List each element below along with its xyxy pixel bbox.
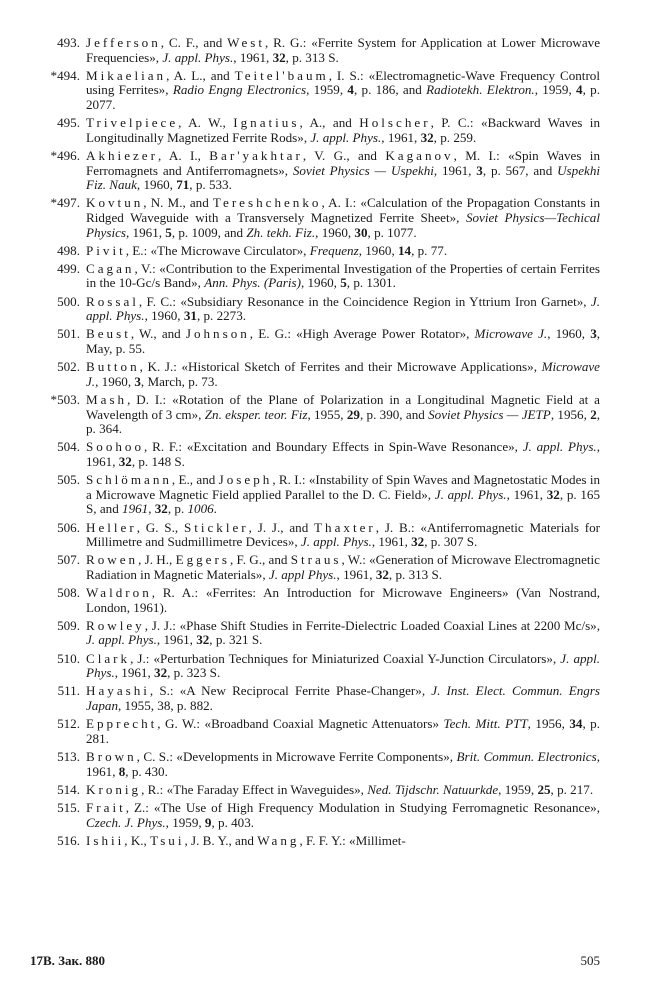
source-title: J. appl. Phys. bbox=[86, 632, 157, 648]
citation-text: , p. 313 S. bbox=[388, 566, 443, 582]
reference-text bbox=[86, 261, 600, 291]
citation-text: , 1961, bbox=[336, 566, 376, 582]
reference-text bbox=[86, 243, 447, 258]
volume-number: 8 bbox=[118, 763, 126, 779]
citation-text: , E.: «The Microwave Circulator», bbox=[125, 242, 310, 258]
citation-text: , V. G., and bbox=[302, 147, 386, 163]
reference-text bbox=[86, 782, 593, 797]
citation-text: , Z.: «The Use of High Frequency Modulation in Studying Ferromagnetic Resonance», bbox=[125, 799, 600, 815]
citation-text: , p. 2273. bbox=[196, 308, 247, 324]
citation-text: , p. 403. bbox=[211, 814, 255, 830]
citation-text: , 1960, bbox=[315, 224, 355, 240]
citation-text: , p. 2077. bbox=[86, 82, 600, 112]
citation-text: , p. 364. bbox=[86, 406, 601, 437]
author-name: Bar'yakhtar bbox=[209, 147, 303, 163]
volume-number: 5 bbox=[340, 275, 347, 291]
reference-entry bbox=[22, 327, 600, 356]
volume-number: 32 bbox=[154, 501, 168, 517]
reference-number: 508. bbox=[57, 585, 80, 601]
source-title: Ann. Phys. (Paris) bbox=[204, 275, 301, 291]
citation-text: , p. 77. bbox=[411, 242, 448, 258]
reference-entry bbox=[22, 473, 600, 517]
citation-text: , R. A.: «Ferrites: An Introduction for Microwave Engineers» (Van Nostrand, London, 1961). bbox=[86, 585, 600, 615]
reference-number: 498. bbox=[57, 242, 80, 258]
citation-text: , p. 165 S, and bbox=[86, 486, 600, 517]
reference-text bbox=[86, 392, 600, 436]
author-name: Beust bbox=[86, 326, 131, 342]
citation-text: , F. F. Y.: «Millimet- bbox=[299, 832, 406, 848]
volume-number: 32 bbox=[375, 566, 389, 582]
source-title: Frequenz bbox=[309, 242, 359, 258]
author-name: Stickler bbox=[183, 519, 249, 535]
source-title: Microwave J. bbox=[474, 326, 548, 342]
author-name: Soohoo bbox=[86, 439, 145, 455]
reference-text bbox=[86, 749, 600, 779]
author-name: Button bbox=[86, 359, 140, 375]
volume-number: 32 bbox=[411, 534, 425, 550]
author-name: West bbox=[227, 35, 266, 50]
citation-text: , 1955, bbox=[307, 406, 347, 422]
reference-number: 510. bbox=[57, 650, 80, 666]
citation-text: , I. S.: «Electromagnetic-Wave Frequency Control using Ferrites», bbox=[86, 67, 600, 98]
citation-text: , 1961, bbox=[114, 665, 155, 681]
source-title: J. appl. Phys. bbox=[86, 293, 600, 324]
reference-entry bbox=[22, 116, 600, 145]
reference-text bbox=[86, 439, 600, 469]
author-name: Wang bbox=[257, 832, 300, 848]
reference-number: 513. bbox=[57, 749, 80, 764]
reference-entry bbox=[22, 69, 600, 113]
reference-number: 495. bbox=[57, 115, 80, 131]
page-footer bbox=[22, 953, 600, 971]
source-title: 1006 bbox=[187, 501, 214, 517]
citation-text: , 1961, bbox=[126, 224, 166, 240]
citation-text: , 1955, 38, p. 882. bbox=[118, 698, 213, 714]
citation-text: , 1956, bbox=[550, 406, 591, 422]
volume-number: 32 bbox=[118, 453, 132, 469]
citation-text: , 1959, bbox=[165, 814, 205, 830]
citation-text: , 1961, bbox=[506, 486, 547, 502]
volume-number: 71 bbox=[176, 177, 190, 193]
citation-text: , 1960, bbox=[144, 308, 184, 324]
citation-text: , 1961, bbox=[86, 749, 600, 779]
reference-text bbox=[86, 651, 600, 681]
author-name: Mash bbox=[86, 392, 128, 407]
citation-text: , p. 533. bbox=[189, 177, 232, 193]
reference-entry bbox=[22, 244, 600, 259]
citation-text: , K., bbox=[124, 832, 151, 848]
author-name: Eggers bbox=[175, 552, 230, 568]
author-name: Frait bbox=[86, 799, 126, 815]
citation-text: , p. 1077. bbox=[367, 224, 417, 240]
citation-text: , A. L., and bbox=[166, 67, 235, 83]
author-name: Ishii bbox=[86, 832, 125, 848]
citation-text: , A. W., bbox=[178, 115, 234, 131]
citation-text: , F. G., and bbox=[229, 552, 291, 568]
reference-entry bbox=[22, 801, 600, 830]
reference-number: 516. bbox=[57, 832, 80, 848]
author-name: Clark bbox=[86, 650, 131, 666]
citation-text: , R. G.: «Ferrite System for Application at Lower Microwave Frequencies», bbox=[86, 35, 601, 65]
reference-number: *494. bbox=[50, 67, 80, 83]
reference-entry bbox=[22, 521, 600, 550]
reference-text bbox=[86, 683, 600, 713]
citation-text: , J.: «Perturbation Techniques for Miniaturized Coaxial Y-Junction Circulators», bbox=[130, 650, 561, 666]
reference-text bbox=[86, 294, 600, 324]
source-title: J. Inst. Elect. Commun. Engrs Japan bbox=[86, 683, 600, 714]
source-title: Soviet Physics — Uspekhi bbox=[292, 162, 434, 178]
citation-text: , 1961, bbox=[381, 129, 421, 145]
citation-text: , J. B.: «Antiferromagnetic Materials for Millimetre and Sudmillimetre Devices», bbox=[86, 519, 600, 550]
citation-text: , R. F.: «Excitation and Boundary Effects in Spin-Wave Resonance», bbox=[144, 439, 523, 455]
volume-number: 32 bbox=[546, 486, 560, 502]
citation-text: , 1961, bbox=[433, 162, 477, 178]
citation-text: . bbox=[213, 501, 217, 517]
source-title: Tech. Mitt. PTT bbox=[443, 716, 528, 732]
citation-text: , 1960, bbox=[95, 373, 135, 389]
reference-text bbox=[86, 800, 600, 830]
reference-text bbox=[86, 115, 600, 145]
citation-text: , W.: «Generation of Microwave Electromagnetic Radiation in Magnetic Materials», bbox=[86, 552, 600, 582]
author-name: Holscher bbox=[359, 115, 431, 131]
volume-number: 2 bbox=[590, 406, 597, 422]
reference-entry bbox=[22, 652, 600, 681]
citation-text: , 1959, bbox=[306, 82, 348, 98]
citation-text: , E. G.: «High Average Power Rotator», bbox=[249, 326, 475, 342]
citation-text: , 1956, bbox=[527, 716, 570, 732]
reference-number: 511. bbox=[57, 683, 80, 699]
citation-text: , C. S.: «Developments in Microwave Ferrite Components», bbox=[136, 749, 457, 764]
reference-number: 507. bbox=[57, 552, 80, 568]
author-name: Tsui bbox=[150, 832, 185, 848]
reference-number: 502. bbox=[57, 359, 80, 375]
reference-entry bbox=[22, 619, 600, 648]
author-name: Jefferson bbox=[86, 35, 161, 50]
reference-entry bbox=[22, 586, 600, 615]
reference-text bbox=[86, 716, 600, 746]
reference-entry bbox=[22, 717, 600, 746]
source-title: Uspekhi Fiz. Nauk bbox=[86, 162, 601, 193]
citation-text: , J. H., bbox=[138, 552, 176, 568]
reference-text bbox=[86, 68, 600, 112]
reference-entry bbox=[22, 834, 600, 849]
source-title: Zh. tekh. Fiz. bbox=[246, 224, 316, 240]
source-title: J. appl. Phys. bbox=[434, 486, 507, 502]
reference-number: 504. bbox=[57, 439, 80, 455]
author-name: Trivelpiece bbox=[86, 115, 179, 131]
volume-number: 25 bbox=[537, 781, 551, 797]
citation-text: , M. I.: «Spin Waves in Ferromagnets and Antiferromagnets», bbox=[86, 147, 600, 178]
citation-text: , R. I.: «Instability of Spin Waves and Magnetostatic Modes in a Microwave Magnetic Field applied Parallel to the D. C. Field», bbox=[86, 472, 601, 502]
citation-text: , p. bbox=[167, 501, 188, 517]
citation-text: , p. 259. bbox=[433, 129, 477, 145]
reference-entry bbox=[22, 440, 600, 469]
citation-text: , S.: «A New Reciprocal Ferrite Phase-Changer», bbox=[149, 683, 432, 699]
source-title: Soviet Physics — JETP bbox=[428, 406, 551, 422]
volume-number: 9 bbox=[204, 814, 212, 830]
citation-text: , 1961, bbox=[156, 632, 197, 648]
author-name: Schlömann bbox=[86, 472, 172, 488]
reference-number: 493. bbox=[57, 35, 80, 50]
citation-text: , 1960, bbox=[136, 177, 177, 193]
citation-text: , p. 430. bbox=[125, 763, 168, 779]
source-title: Ned. Tijdschr. Natuurkde bbox=[367, 781, 499, 797]
author-name: Teitel'baum bbox=[234, 67, 329, 83]
author-name: Ignatius bbox=[233, 115, 300, 131]
author-name: Johnson bbox=[185, 326, 250, 342]
volume-number: 3 bbox=[476, 162, 483, 178]
source-title: Brit. Commun. Electronics bbox=[456, 749, 597, 764]
volume-number: 3 bbox=[590, 326, 597, 342]
citation-text: , p. 1009, and bbox=[171, 224, 247, 240]
volume-number: 34 bbox=[569, 716, 583, 732]
reference-number: 501. bbox=[57, 326, 80, 342]
reference-text bbox=[86, 618, 600, 648]
reference-number: 514. bbox=[57, 781, 80, 797]
citation-text: , D. I.: «Rotation of the Plane of Polarization in a Longitudinal Magnetic Field at a Wavelength of 3 cm», bbox=[86, 392, 600, 422]
author-name: Rossal bbox=[86, 293, 139, 309]
volume-number: 4 bbox=[347, 82, 354, 98]
author-name: Hayashi bbox=[86, 683, 150, 699]
citation-text: , A. I., bbox=[157, 147, 210, 163]
volume-number: 32 bbox=[420, 129, 434, 145]
citation-text: , p. 217. bbox=[550, 781, 594, 797]
source-title: J. appl. Phys. bbox=[310, 129, 382, 145]
reference-entry bbox=[22, 684, 600, 713]
author-name: Kaganov bbox=[385, 147, 454, 163]
reference-text bbox=[86, 359, 600, 389]
citation-text: , p. 313 S. bbox=[285, 49, 339, 65]
reference-entry bbox=[22, 783, 600, 798]
source-title: Zn. eksper. teor. Fiz bbox=[204, 406, 308, 422]
citation-text: , 1959, bbox=[534, 82, 577, 98]
citation-text: , C. F., and bbox=[160, 35, 228, 50]
source-title: J. appl. Phys. bbox=[86, 650, 600, 681]
citation-text: , G. S., bbox=[136, 519, 184, 535]
citation-text: , E., and bbox=[171, 472, 219, 488]
citation-text: , A., and bbox=[299, 115, 360, 131]
citation-text: , 1961, bbox=[371, 534, 412, 550]
reference-text bbox=[86, 148, 600, 192]
citation-text: , p. 148 S. bbox=[131, 453, 185, 469]
reference-entry bbox=[22, 295, 600, 324]
citation-text: , R.: «The Faraday Effect in Waveguides», bbox=[141, 781, 368, 797]
author-name: Pivit bbox=[86, 242, 126, 258]
citation-text: , May, p. 55. bbox=[86, 326, 601, 357]
citation-text: , A. I.: «Calculation of the Propagation Constants in Ridged Waveguide with a Transversely Magnetized Ferrite Sheet», bbox=[86, 195, 600, 225]
reference-number: *503. bbox=[50, 392, 80, 407]
author-name: Rowley bbox=[86, 617, 145, 633]
reference-entry bbox=[22, 553, 600, 582]
citation-text: , p. 323 S. bbox=[167, 665, 221, 681]
reference-text bbox=[86, 195, 600, 239]
citation-text: , G. W.: «Broadband Coaxial Magnetic Attenuators» bbox=[157, 716, 444, 732]
citation-text: , V.: «Contribution to the Experimental Investigation of the Properties of certain Ferrites in the 10-Gc/s Band», bbox=[86, 260, 600, 291]
author-name: Brown bbox=[86, 749, 137, 764]
citation-text: , p. 186, and bbox=[353, 82, 427, 98]
reference-text bbox=[86, 326, 600, 356]
reference-number: 505. bbox=[57, 472, 80, 488]
volume-number: 5 bbox=[165, 224, 172, 240]
author-name: Thaxter bbox=[314, 519, 376, 535]
volume-number: 30 bbox=[354, 224, 368, 240]
citation-text: , F. C.: «Subsidiary Resonance in the Coincidence Region in Yttrium Iron Garnet», bbox=[138, 293, 591, 309]
citation-text: , 1961, bbox=[86, 439, 600, 469]
reference-text bbox=[86, 472, 600, 516]
reference-entry bbox=[22, 36, 600, 65]
author-name: Tereshchenko bbox=[212, 195, 322, 211]
reference-list bbox=[22, 36, 600, 852]
page-number: 505 bbox=[580, 953, 600, 968]
volume-number: 4 bbox=[576, 82, 583, 98]
reference-number: 512. bbox=[57, 716, 80, 732]
source-title: J. appl. Phys. bbox=[300, 534, 372, 550]
volume-number: 32 bbox=[196, 632, 210, 648]
author-name: Rowen bbox=[86, 552, 139, 568]
citation-text: , 1961, bbox=[233, 49, 273, 65]
reference-entry bbox=[22, 196, 600, 240]
source-title: Radio Engng Electronics bbox=[172, 82, 307, 98]
reference-number: 499. bbox=[57, 260, 80, 276]
reference-entry bbox=[22, 750, 600, 779]
reference-number: 509. bbox=[57, 617, 80, 633]
source-title: J. appl Phys. bbox=[268, 566, 337, 582]
author-name: Mikaelian bbox=[86, 67, 167, 83]
citation-text: , March, p. 73. bbox=[140, 373, 218, 389]
reference-text bbox=[86, 585, 600, 615]
citation-text: , 1960, bbox=[300, 275, 341, 291]
citation-text: , bbox=[148, 501, 155, 517]
citation-text: , p. 307 S. bbox=[424, 534, 478, 550]
citation-text: , 1959, bbox=[498, 781, 538, 797]
author-name: Akhiezer bbox=[86, 147, 158, 163]
citation-text: , p. 1301. bbox=[346, 275, 396, 291]
author-name: Straus bbox=[290, 552, 342, 568]
volume-number: 3 bbox=[134, 373, 141, 389]
citation-text: , P. C.: «Backward Waves in Longitudinally Magnetized Ferrite Rods», bbox=[86, 115, 600, 145]
source-title: Soviet Physics—Techical Physics bbox=[86, 209, 600, 240]
citation-text: , p. 390, and bbox=[359, 406, 429, 422]
citation-text: , 1960, bbox=[358, 242, 398, 258]
citation-text: , N. M., and bbox=[143, 195, 213, 211]
author-name: Kovtun bbox=[86, 195, 144, 211]
reference-number: 515. bbox=[57, 799, 80, 815]
author-name: Waldron bbox=[86, 585, 152, 601]
reference-text bbox=[86, 35, 600, 65]
reference-number: *497. bbox=[50, 195, 80, 211]
reference-text bbox=[86, 833, 406, 848]
citation-text: , p. 567, and bbox=[482, 162, 558, 178]
citation-text: , J. J.: «Phase Shift Studies in Ferrite-Dielectric Loaded Coaxial Lines at 2200 Mc/s», bbox=[144, 617, 600, 633]
source-title: Microwave J. bbox=[86, 359, 600, 389]
volume-number: 31 bbox=[183, 308, 197, 324]
source-title: 1961 bbox=[122, 501, 149, 517]
reference-text bbox=[86, 552, 600, 582]
author-name: Cagan bbox=[86, 260, 135, 276]
author-name: Heller bbox=[86, 519, 137, 535]
author-name: Joseph bbox=[218, 472, 273, 488]
citation-text: , p. 281. bbox=[86, 716, 601, 746]
reference-number: *496. bbox=[50, 147, 80, 163]
citation-text: , J. J., and bbox=[248, 519, 315, 535]
reference-number: 500. bbox=[57, 293, 80, 309]
citation-text: , W., and bbox=[130, 326, 186, 342]
source-title: Czech. J. Phys. bbox=[86, 814, 166, 830]
printer-signature: 17В. Зак. 880 bbox=[30, 953, 106, 968]
reference-entry bbox=[22, 393, 600, 437]
volume-number: 14 bbox=[397, 242, 412, 258]
reference-entry bbox=[22, 262, 600, 291]
volume-number: 32 bbox=[272, 49, 286, 65]
volume-number: 32 bbox=[154, 665, 168, 681]
source-title: J. appl. Phys. bbox=[522, 439, 597, 455]
source-title: Radiotekh. Elektron. bbox=[426, 82, 535, 98]
volume-number: 29 bbox=[346, 406, 360, 422]
reference-entry bbox=[22, 149, 600, 193]
reference-entry bbox=[22, 360, 600, 389]
reference-text bbox=[86, 520, 600, 550]
author-name: Epprecht bbox=[86, 716, 158, 732]
citation-text: , J. B. Y., and bbox=[184, 832, 258, 848]
source-title: J. appl. Phys. bbox=[162, 49, 234, 65]
author-name: Kronig bbox=[86, 781, 142, 797]
citation-text: , p. 321 S. bbox=[209, 632, 263, 648]
citation-text: , K. J.: «Historical Sketch of Ferrites and their Microwave Applications», bbox=[139, 359, 542, 375]
reference-number: 506. bbox=[57, 519, 80, 535]
citation-text: , 1960, bbox=[547, 326, 591, 342]
